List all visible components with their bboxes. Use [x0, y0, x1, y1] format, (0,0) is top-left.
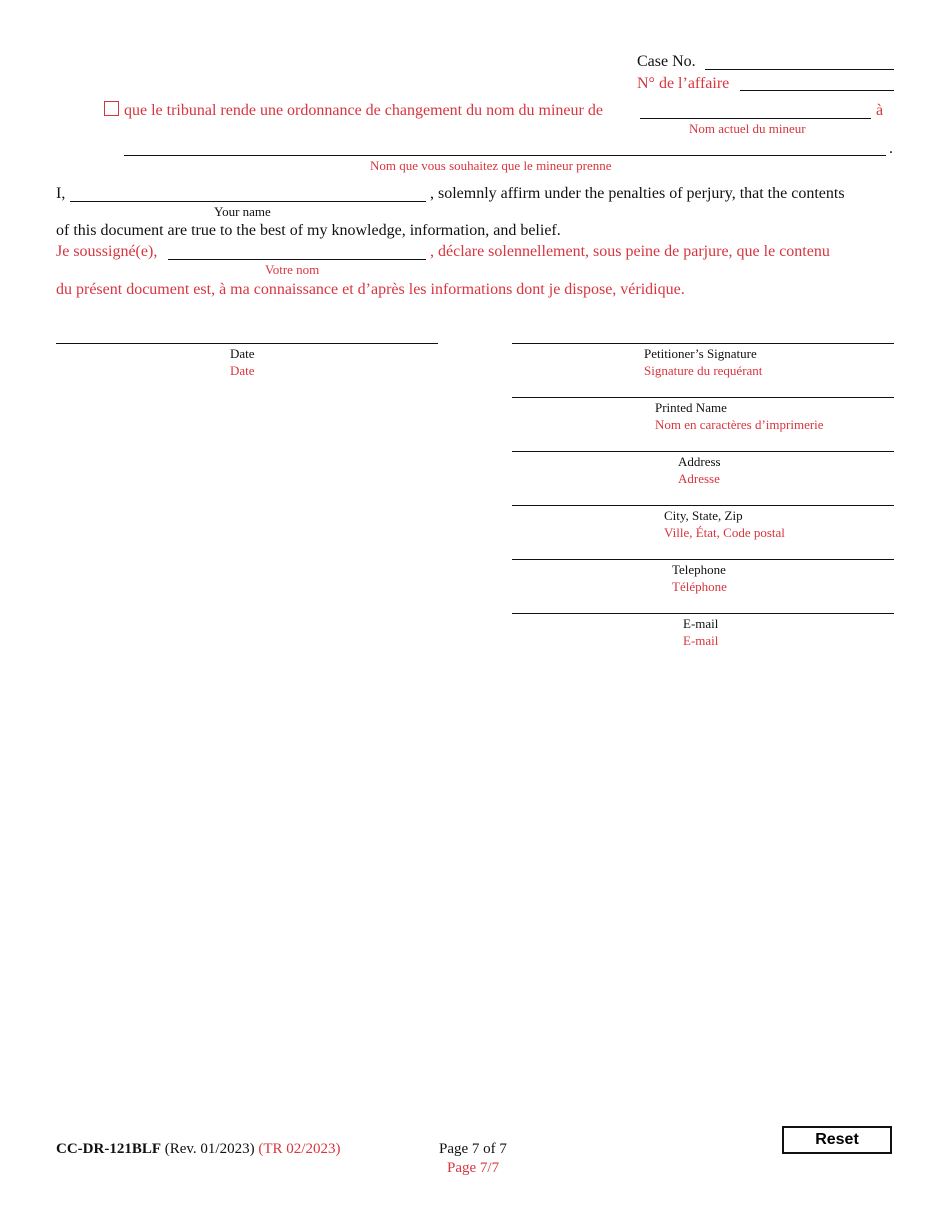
current-minor-name-field[interactable]: [640, 100, 871, 119]
email-label-fr: E-mail: [683, 633, 719, 648]
signature-label-en: Petitioner’s Signature: [644, 346, 757, 361]
desired-name-caption-fr: Nom que vous souhaitez que le mineur prenne: [370, 158, 612, 173]
affirm-text-fr-1: , déclare solennellement, sous peine de parjure, que le contenu: [430, 243, 830, 260]
reset-button[interactable]: Reset: [782, 1126, 892, 1154]
name-change-checkbox[interactable]: [104, 101, 119, 116]
end-period: .: [889, 140, 893, 157]
desired-minor-name-field[interactable]: [124, 137, 886, 156]
form-id: CC-DR-121BLF: [56, 1141, 161, 1157]
votre-nom-caption: Votre nom: [265, 262, 320, 277]
date-field[interactable]: [56, 325, 438, 344]
telephone-label-en: Telephone: [672, 562, 726, 577]
form-revision: (Rev. 01/2023): [164, 1141, 255, 1157]
printed-name-label-fr: Nom en caractères d’imprimerie: [655, 417, 824, 432]
form-footer-id: [56, 1140, 340, 1158]
affirm-text-en-1: , solemnly affirm under the penalties of perjury, that the contents: [430, 185, 845, 202]
date-label-en: Date: [230, 346, 255, 361]
affirm-text-fr-2: du présent document est, à ma connaissance et d’après les informations dont je dispose, véridique.: [56, 281, 685, 298]
city-state-zip-label-en: City, State, Zip: [664, 508, 743, 523]
page-number-en: Page 7 of 7: [439, 1141, 507, 1157]
case-no-field-fr[interactable]: [740, 72, 894, 91]
your-name-field[interactable]: [70, 183, 426, 202]
request-text-fr: que le tribunal rende une ordonnance de changement du nom du mineur de: [124, 102, 603, 119]
your-name-caption: Your name: [214, 204, 271, 219]
form-translation-revision: (TR 02/2023): [258, 1141, 341, 1157]
date-label-fr: Date: [230, 363, 255, 378]
telephone-line[interactable]: [512, 559, 894, 614]
address-label-en: Address: [678, 454, 721, 469]
page-number-fr: Page 7/7: [447, 1160, 500, 1176]
petitioner-signature-line[interactable]: [512, 343, 894, 398]
current-name-caption-fr: Nom actuel du mineur: [689, 121, 806, 136]
votre-nom-field[interactable]: [168, 241, 426, 260]
case-no-field[interactable]: [705, 51, 894, 70]
affirm-prefix-fr: Je soussigné(e),: [56, 243, 158, 260]
request-connector-fr: à: [876, 102, 884, 119]
email-label-en: E-mail: [683, 616, 719, 631]
case-no-label-fr: N° de l’affaire: [637, 75, 730, 92]
address-label-fr: Adresse: [678, 471, 720, 486]
telephone-label-fr: Téléphone: [672, 579, 727, 594]
signature-label-fr: Signature du requérant: [644, 363, 763, 378]
affirm-text-en-2: of this document are true to the best of my knowledge, information, and belief.: [56, 222, 561, 239]
city-state-zip-label-fr: Ville, État, Code postal: [664, 525, 785, 540]
case-no-label: Case No.: [637, 53, 696, 70]
printed-name-line[interactable]: [512, 397, 894, 452]
city-state-zip-line[interactable]: [512, 505, 894, 560]
affirm-prefix-en: I,: [56, 185, 66, 202]
email-line[interactable]: [512, 613, 894, 668]
printed-name-label-en: Printed Name: [655, 400, 727, 415]
address-line[interactable]: [512, 451, 894, 506]
